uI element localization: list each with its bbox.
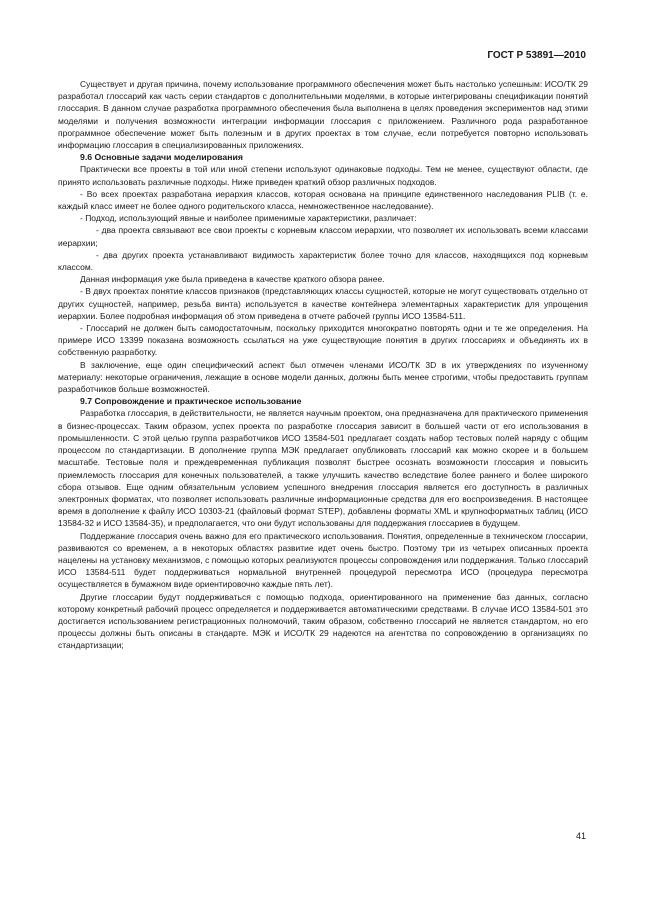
paragraph: Разработка глоссария, в действительности, не является научным проектом, она предназначена для практического применения в бизнес-процессах. Таким образом, успех проекта по разработке глоссария зависит в большей части от его использования в промышленности. С этой целью группа разработчиков ИСО 13584-501 предлагает создать набор тестовых полей наряду с общим процессом по стандартизации. В дополнение группа МЭК предлагает опубликовать глоссарий как можно скорее и в большем масштабе. Тестовые поля и преждевременная публикация позволят быстрее осознать возможности глоссария и повысить приемлемость глоссария для конечных пользователей, а также улучшить качество вследствие более раннего и более широкого сбора отзывов. Еще одним обязательным условием успешного внедрения глоссария является его доступность в различных электронных форматах, что позволяет использовать различные информационные средства для его воспроизведения. В настоящее время в дополнение к файлу ИСО 10303-21 (файловый формат STEP), добавлены форматы XML и крупноформатных таблиц (ИСО 13584-32 и ИСО 13584-35), и предполагается, что они будут использованы для поддержания глоссариев в будущем. xyxy=(58,408,588,529)
paragraph: Другие глоссарии будут поддерживаться с помощью подхода, ориентированного на применение баз данных, согласно которому конкретный рабочий процесс определяется и поддерживается автоматическими средствами. В случае ИСО 13584-501 это достигается использованием регистрационных полномочий, таким образом, собственно глоссарий не является стандартом, но его процессы должны быть описаны в стандарте. МЭК и ИСО/ТК 29 надеются на агентства по сопровождению в организациях по стандартизации; xyxy=(58,591,588,651)
paragraph: - Глоссарий не должен быть самодостаточным, поскольку приходится многократно повторять одни и те же определения. На примере ИСО 13399 показана возможность ссылаться на уже существующие понятия в других глоссариях и объединять их в собственную разработку. xyxy=(58,323,588,358)
section-heading: 9.7 Сопровождение и практическое использование xyxy=(80,396,302,407)
paragraph: - Во всех проектах разработана иерархия классов, которая основана на принципе единственного наследования PLIB (т. е. каждый класс имеет не более одного родительского класса, немножественное наследование). xyxy=(58,188,588,212)
paragraph: - В двух проектах понятие классов признаков (представляющих классы сущностей, которые не могут существовать отдельно от других сущностей, например, резьба винта) используется в качестве контейнера элементарных характеристик для упрощения иерархии. Более подробная информация об этом приведена в отчете рабочей группы ИСО 13584-511. xyxy=(58,286,588,321)
paragraph: Практически все проекты в той или иной степени используют одинаковые подходы. Тем не менее, существуют области, где принято использовать различные подходы. Ниже приведен краткий обзор различных подходов. xyxy=(58,164,588,187)
document-header: ГОСТ Р 53891—2010 xyxy=(487,50,586,61)
paragraph: Поддержание глоссария очень важно для его практического использования. Понятия, определенные в техническом глоссарии, развиваются со временем, а в некоторых областях развитие идет очень быстро. Поэтому три из четырех описанных проекта нацелены на установку механизмов, с помощью которых реализуются процессы сопровождения или поддержания. Только глоссарий ИСО 13584-511 будет поддерживаться нормальной внутренней процедурой пересмотра ИСО (процедура пересмотра осуществляется в бумажном виде ориентировочно каждые пять лет). xyxy=(58,530,588,590)
section-heading: 9.6 Основные задачи моделирования xyxy=(80,152,243,163)
paragraph: - два проекта связывают все свои проекты с корневым классом иерархии, что позволяет их использовать всеми классами иерархии; xyxy=(58,225,588,248)
paragraph: - Подход, использующий явные и наиболее применимые характеристики, различает: xyxy=(80,213,417,224)
document-body xyxy=(58,78,588,652)
paragraph: Данная информация уже была приведена в качестве краткого обзора ранее. xyxy=(80,274,385,285)
page-number: 41 xyxy=(575,831,586,841)
paragraph: - два других проекта устанавливают видимость характеристик более точно для классов, находящихся под корневым классом. xyxy=(58,249,588,273)
paragraph: Существует и другая причина, почему использование программного обеспечения может быть настолько успешным: ИСО/ТК 29 разработал глоссарий как часть серии стандартов с дополнительными моделями, в которые интегрированы спецификации понятий глоссария. В данном случае разработка программного обеспечения была выполнена в целях проведения экспериментов над этими моделями и получения возможности интеграции информации глоссария с приложением. Различного рода разработанное программное обеспечение может быть полезным и в других проектах в том случае, если потребуется повторно использовать информацию глоссария в специализированных приложениях. xyxy=(58,79,588,151)
paragraph: В заключение, еще один специфический аспект был отмечен членами ИСО/ТК 3D в их утверждениях по изученному материалу: некоторые ограничения, лежащие в основе модели данных, должны быть менее строгими, чтобы предоставить группам разработчиков больше возможностей. xyxy=(58,359,588,395)
